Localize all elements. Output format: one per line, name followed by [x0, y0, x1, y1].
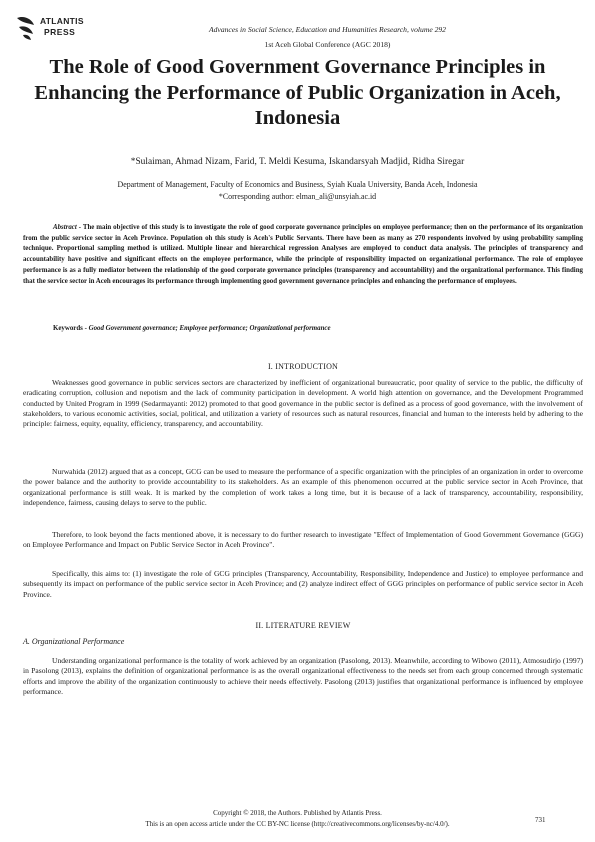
subsection-heading: A. Organizational Performance [23, 637, 125, 646]
logo-text-line2: PRESS [44, 27, 76, 37]
literature-paragraph-1: Understanding organizational performance is the totality of work achieved by an organization (Pasolong, 2013). Meanwhile, according to Wibowo (2011), Atmosudirjo (1997) in Pasolong (2013), explains the definition of organizational performance is as the overall organizational effectiveness to the needs set from each group concerned through systematic efforts and improve the ability of the organization continuously to achieve their needs effectively. Pasolong (2013) justifies that organizational performance is influenced by employee performance. [23, 656, 583, 696]
journal-title: Advances in Social Science, Education and Humanities Research, volume 292 [209, 25, 446, 34]
atlantis-logo-icon [14, 15, 38, 41]
conference-name: 1st Aceh Global Conference (AGC 2018) [264, 40, 391, 49]
section-heading-literature-review: II. LITERATURE REVIEW [255, 621, 351, 630]
author-affiliation: Department of Management, Faculty of Economics and Business, Syiah Kuala University, Banda Aceh, Indonesia [117, 180, 478, 189]
page-number: 731 [535, 816, 546, 824]
author-list: *Sulaiman, Ahmad Nizam, Farid, T. Meldi Kesuma, Iskandarsyah Madjid, Ridha Siregar [130, 157, 465, 167]
keywords-label: Keywords - [53, 325, 87, 332]
logo-text-line1: ATLANTIS [40, 16, 84, 26]
abstract [23, 223, 583, 287]
copyright-notice: Copyright © 2018, the Authors. Published by Atlantis Press. [213, 809, 382, 817]
license-notice: This is an open access article under the CC BY-NC license (http://creativecommons.org/licenses/by-nc/4.0/). [145, 820, 450, 828]
publisher-logo [14, 15, 104, 41]
intro-paragraph-1: Weaknesses good governance in public services sectors are characterized by inefficient of organizational bureaucratic, poor quality of service to the public, the difficulty of eradicating corruption, collusion and nepotism and the lack of community participation in development. A world high attention on governance, and the Development Programmed conducted by United Program in 1999 (Sedarmayanti: 2012) promoted to that good governance in the public sector is defined as a process of good governance, with the involvement of stakeholders, to various economic activities, social, political, and utilization a variety of resources such as natural resources, financial and human to the interests held by adhering to the principle: fairness, equity, equality, efficiency, transparency, and accountability. [23, 378, 583, 428]
paper-title: The Role of Good Government Governance Principles in Enhancing the Performance of Public Organization in Aceh, Indonesia [34, 56, 561, 129]
keywords-text: Good Government governance; Employee performance; Organizational performance [88, 325, 331, 332]
intro-paragraph-4: Specifically, this aims to: (1) investigate the role of GCG principles (Transparency, Accountability, Responsibility, Independence and Justice) to employee performance and subsequently its impact on performance of the public service sector in Aceh Province; and (2) analyze indirect effect of GGG principles on performance of public service sector in Aceh Province. [23, 569, 583, 599]
intro-paragraph-2: Nurwahida (2012) argued that as a concept, GCG can be used to measure the performance of a specific organization with the principles of an organization in order to overcome the power balance and the authority to provide accountability to its stakeholders. As an example of this phenomenon occurred at the public service sector in Aceh Province, that organizational performance is still weak. It is marked by the completion of work takes a long time, but it is because of a lack of transparency, accountability, responsibility, independence, fairness, causing delays to serve to the public. [23, 467, 583, 507]
keywords [53, 325, 578, 332]
intro-paragraph-3: Therefore, to look beyond the facts mentioned above, it is necessary to do further research to investigate "Effect of Implementation of Good Government Governance (GGG) on Employee Performance and Impact on Public Service Sector in Aceh Province". [23, 530, 583, 550]
section-heading-introduction: I. INTRODUCTION [267, 362, 339, 371]
corresponding-author: *Corresponding author: elman_ali@unsyiah.ac.id [218, 192, 377, 201]
abstract-text: The main objective of this study is to investigate the role of good corporate governance principles on employee performance; then on the performance of its organization from the public service sector in Aceh Province. Population oh this study is Aceh's Public Servants. There have been as many as 270 respondents involved by using probability sampling technique. Proportional sampling method is utilized. Multiple linear and hierarchical regression Analyses are employed to conduct data analysis. The principles of transparency and accountability have positive and significant effects on the employee performance, while the principle of responsibility impacted on organizational performance. The role of employee performance is as a fully mediator between the relationship of the good corporate governance principles (transparency and accountability) and the organizational performance. This finding that the service sector in Aceh encourages its performance through implementing good government governance principles and enhancing the performance of employees. [23, 224, 583, 285]
abstract-label: Abstract - [53, 224, 81, 231]
